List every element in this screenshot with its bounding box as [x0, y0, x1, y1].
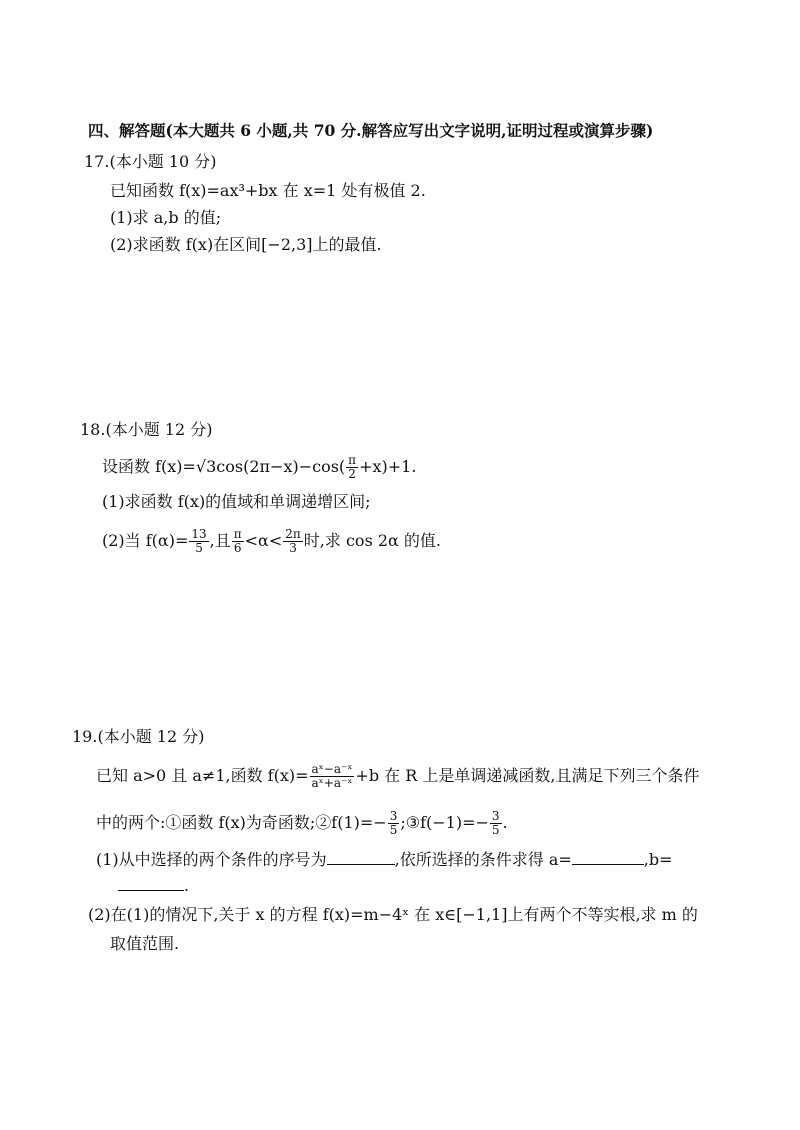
q19-part1-a: (1)从中选择的两个条件的序号为	[96, 850, 327, 869]
q18-part2-frac3	[283, 528, 303, 555]
q19-stem-prefix: 已知 a>0 且 a≠1,函数 f(x)=	[96, 766, 309, 785]
q19-stem-frac-den: aˣ+a⁻ˣ	[311, 776, 353, 790]
answer-blank-a[interactable]	[572, 848, 644, 865]
q18-stem-prefix: 设函数 f(x)=√3cos(2π−x)−cos(	[102, 457, 346, 476]
q17-number: 17.(本小题 10 分)	[84, 152, 217, 171]
q17-stem: 已知函数 f(x)=ax³+bx 在 x=1 处有极值 2.	[110, 181, 426, 200]
q18-frac2-den: 6	[233, 541, 242, 555]
q18-stem-suffix: +x)+1.	[359, 457, 417, 476]
section-heading: 四、解答题(本大题共 6 小题,共 70 分.解答应写出文字说明,证明过程或演算步骤)	[88, 121, 654, 140]
q18-part2-mid2: <α<	[244, 531, 283, 550]
q19-stem-line2	[96, 810, 508, 837]
q18-part2-prefix: (2)当 f(α)=	[102, 531, 189, 550]
q19-line2-mid: ;③f(−1)=−	[400, 813, 489, 832]
q19-l2-frac1-den: 5	[389, 823, 398, 837]
q18-stem-frac-den: 2	[348, 467, 356, 481]
q18-part2	[102, 528, 441, 555]
q19-stem-suffix: +b 在 R 上是单调递减函数,且满足下列三个条件	[355, 766, 700, 785]
q19-part1-c: ,b=	[643, 850, 673, 869]
q19-line2-frac1	[388, 810, 400, 837]
q19-stem-fraction	[310, 763, 355, 790]
q18-frac1-num: 13	[191, 527, 207, 541]
q19-part2-line2: 取值范围.	[110, 934, 180, 953]
q18-part2-frac1	[189, 528, 208, 555]
q17-part1: (1)求 a,b 的值;	[110, 208, 222, 227]
q18-part2-frac2	[232, 528, 244, 555]
q18-part2-mid: ,且	[209, 531, 231, 550]
q18-number: 18.(本小题 12 分)	[80, 420, 213, 439]
answer-blank-conditions[interactable]	[327, 848, 395, 865]
q18-part1: (1)求函数 f(x)的值域和单调递增区间;	[102, 492, 371, 511]
q18-part2-suffix: 时,求 cos 2α 的值.	[303, 531, 442, 550]
q18-frac2-num: π	[233, 527, 242, 541]
q19-line2-suffix: .	[502, 813, 508, 832]
q18-stem	[102, 454, 416, 481]
q19-part2-line1: (2)在(1)的情况下,关于 x 的方程 f(x)=m−4ˣ 在 x∈[−1,1]上有两个不等实根,求 m 的	[88, 905, 698, 924]
q19-line2-prefix: 中的两个:①函数 f(x)为奇函数;②f(1)=−	[96, 813, 387, 832]
q19-number: 19.(本小题 12 分)	[72, 727, 205, 746]
q19-l2-frac1-num: 3	[389, 809, 398, 823]
q19-part1-b: ,依所选择的条件求得 a=	[394, 850, 572, 869]
q17-part2: (2)求函数 f(x)在区间[−2,3]上的最值.	[110, 235, 382, 254]
q19-stem-frac-num: aˣ−a⁻ˣ	[311, 762, 353, 776]
answer-blank-b[interactable]	[118, 874, 184, 891]
q19-part1-end: .	[184, 876, 190, 895]
q18-frac3-den: 3	[289, 541, 297, 555]
q19-part1-cont	[118, 874, 189, 897]
q18-stem-frac-num: π	[348, 453, 357, 467]
q19-l2-frac2-den: 5	[491, 823, 500, 837]
q19-stem	[96, 763, 699, 790]
q19-l2-frac2-num: 3	[491, 809, 500, 823]
q18-frac1-den: 5	[195, 541, 203, 555]
q19-part1	[96, 848, 673, 871]
q18-stem-fraction	[346, 454, 358, 481]
q18-frac3-num: 2π	[285, 527, 301, 541]
q19-line2-frac2	[490, 810, 502, 837]
